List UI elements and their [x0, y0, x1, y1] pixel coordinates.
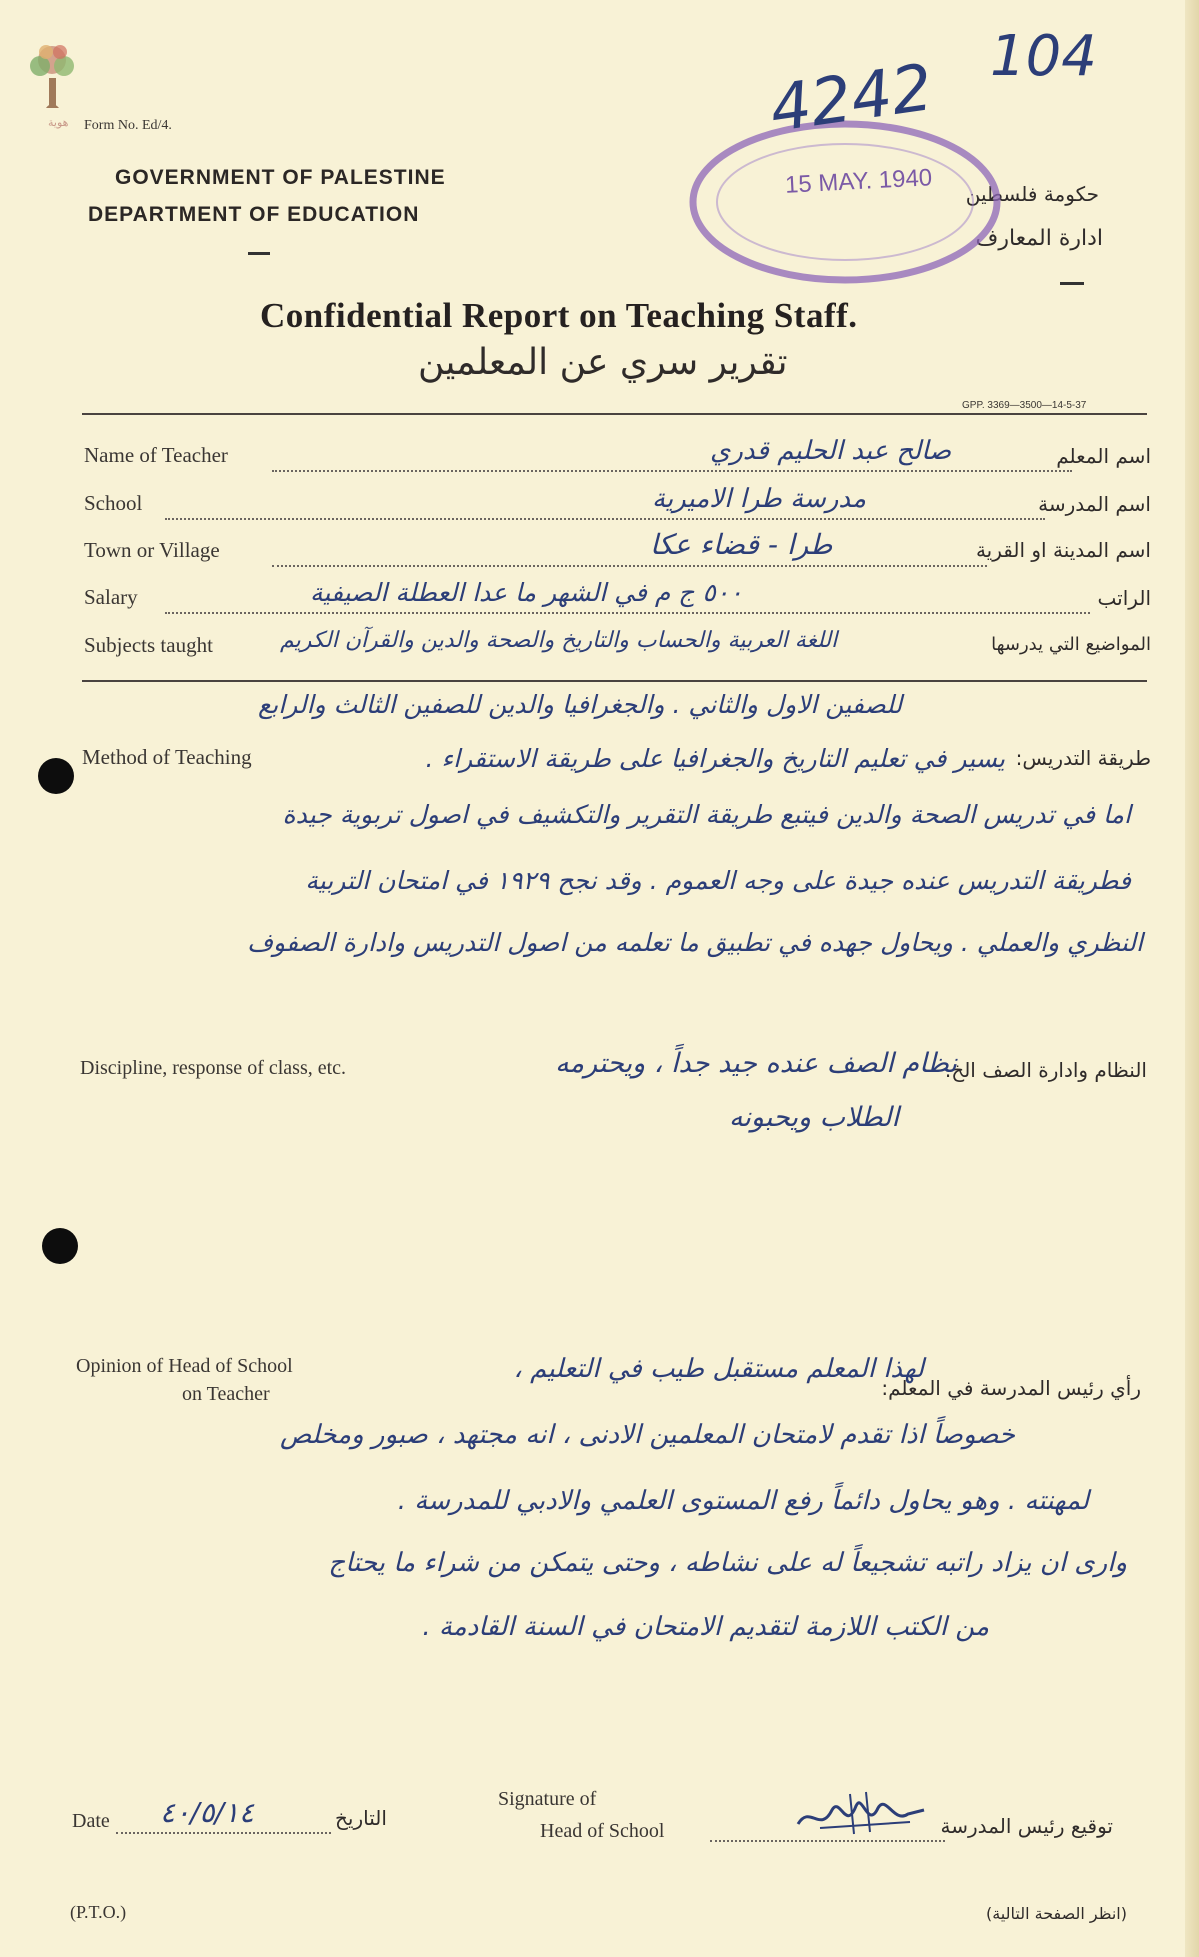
opinion-line-5: من الكتب اللازمة لتقديم الامتحان في السنة القادمة . [422, 1612, 989, 1642]
salary-label: Salary [84, 585, 138, 609]
salary-value: ٥٠٠ ج م في الشهر ما عدا العطلة الصيفية [310, 578, 743, 607]
town-label-ar: اسم المدينة او القرية [975, 538, 1151, 562]
name-dots [272, 470, 1072, 472]
town-dots [272, 565, 987, 567]
date-dots [116, 1832, 331, 1834]
opinion-label-line2: on Teacher [182, 1383, 270, 1405]
subjects-label-ar: المواضيع التي يدرسها [991, 634, 1151, 655]
svg-text:هوية: هوية [48, 116, 69, 129]
method-label: Method of Teaching [82, 745, 252, 769]
discipline-line-1: نظام الصف عنده جيد جداً ، ويحترمه [555, 1048, 957, 1079]
discipline-label: Discipline, response of class, etc. [80, 1057, 347, 1079]
form-number: Form No. Ed/4. [84, 118, 172, 133]
salary-label-ar: الراتب [1097, 586, 1151, 610]
gov-title-ar-line1: حكومة فلسطين [965, 182, 1099, 206]
subjects-value-line2: للصفين الاول والثاني . والجغرافيا والدين للصفين الثالث والرابع [258, 690, 903, 719]
subjects-rule [82, 680, 1147, 682]
opinion-line-4: وارى ان يزاد راتبه تشجيعاً له على نشاطه ، وحتى يتمكن من شراء ما يحتاج [328, 1548, 1127, 1578]
school-dots [165, 518, 1045, 520]
signature-label-ar: توقيع رئيس المدرسة [940, 1814, 1113, 1838]
discipline-line-2: الطلاب ويحبونه [728, 1102, 899, 1133]
method-line-1: يسير في تعليم التاريخ والجغرافيا على طريقة الاستقراء . [425, 744, 1005, 773]
school-value: مدرسة طرا الاميرية [652, 484, 866, 514]
name-value: صالح عبد الحليم قدري [710, 436, 952, 466]
town-label: Town or Village [84, 538, 220, 562]
received-stamp [680, 110, 1020, 290]
date-value: ٤٠/٥/١٤ [160, 1796, 255, 1829]
signature-label-line1: Signature of [498, 1788, 597, 1810]
date-label-ar: التاريخ [335, 1806, 387, 1830]
method-line-3: فطريقة التدريس عنده جيدة على وجه العموم . وقد نجح ١٩٢٩ في امتحان التربية [305, 866, 1131, 895]
subjects-value: اللغة العربية والحساب والتاريخ والصحة والدين والقرآن الكريم [280, 628, 838, 653]
salary-dots [165, 612, 1090, 614]
pto-label-ar: (انظر الصفحة التالية) [985, 1904, 1127, 1923]
signature-label-line2: Head of School [540, 1820, 665, 1842]
pto-label: (P.T.O.) [70, 1902, 127, 1922]
print-code: GPP. 3369—3500—14-5-37 [962, 400, 1087, 411]
report-title-ar: تقرير سري عن المعلمين [418, 342, 788, 383]
town-value: طرا - قضاء عكا [650, 528, 833, 561]
punch-hole-bottom [42, 1228, 78, 1264]
opinion-label-ar: رأي رئيس المدرسة في المعلم: [881, 1376, 1141, 1400]
header-dash-left [248, 252, 270, 255]
stamp-date: 15 MAY. 1940 [784, 164, 933, 199]
method-label-ar: طريقة التدريس: [1015, 746, 1151, 770]
title-rule [82, 413, 1147, 415]
method-line-2: اما في تدريس الصحة والدين فيتبع طريقة التقرير والتكشيف في اصول تربوية جيدة [282, 800, 1131, 829]
header-dash-right [1060, 282, 1084, 285]
file-number: 4242 [765, 51, 938, 147]
gov-title-line1: GOVERNMENT OF PALESTINE [115, 166, 446, 189]
name-label-ar: اسم المعلم [1056, 444, 1151, 468]
opinion-line-3: لمهنته . وهو يحاول دائماً رفع المستوى العلمي والادبي للمدرسة . [397, 1486, 1089, 1516]
gov-title-ar-line2: ادارة المعارف [975, 226, 1103, 251]
report-title: Confidential Report on Teaching Staff. [260, 296, 858, 335]
head-signature [790, 1784, 930, 1844]
gov-title-line2: DEPARTMENT OF EDUCATION [88, 203, 420, 226]
opinion-label-line1: Opinion of Head of School [76, 1355, 293, 1377]
name-label: Name of Teacher [84, 443, 228, 467]
page-edge-shadow [1185, 0, 1199, 1957]
subjects-label: Subjects taught [84, 633, 213, 657]
punch-hole-top [38, 758, 74, 794]
school-label-ar: اسم المدرسة [1038, 492, 1151, 516]
opinion-line-2: خصوصاً اذا تقدم لامتحان المعلمين الادنى ، انه مجتهد ، صبور ومخلص [279, 1420, 1015, 1450]
discipline-label-ar: النظام وادارة الصف الخ. [944, 1058, 1147, 1082]
method-line-4: النظري والعملي . ويحاول جهده في تطبيق ما تعلمه من اصول التدريس وادارة الصفوف [247, 928, 1143, 957]
opinion-line-1: لهذا المعلم مستقبل طيب في التعليم ، [513, 1354, 924, 1384]
school-label: School [84, 491, 143, 515]
tree-logo-icon [22, 34, 82, 134]
date-label: Date [72, 1810, 110, 1832]
page-number: 104 [990, 24, 1097, 89]
